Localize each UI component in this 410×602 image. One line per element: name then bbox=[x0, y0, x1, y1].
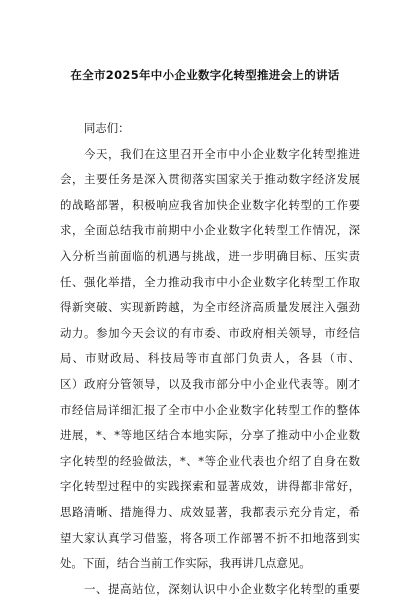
body-line: 入分析当前面临的机遇与挑战，进一步明确目标、压实责 bbox=[60, 248, 360, 263]
body-line: 字化转型的经验做法，*、*等企业代表也介绍了自身在数 bbox=[60, 453, 360, 468]
body-line: 思路清晰、措施得力、成效显著，我都表示充分肯定，希 bbox=[60, 504, 360, 519]
body-line: 望大家认真学习借鉴，将各项工作部署不折不扣地落到实 bbox=[60, 530, 360, 545]
body-line: 进展，*、*等地区结合本地实际，分享了推动中小企业数 bbox=[60, 428, 360, 443]
body-line: 今天，我们在这里召开全市中小企业数字化转型推进 bbox=[84, 146, 360, 161]
section-heading-line: 一、提高站位，深刻认识中小企业数字化转型的重要 bbox=[84, 581, 360, 596]
body-line: 得新突破、实现新跨越，为全市经济高质量发展注入强劲 bbox=[60, 300, 360, 315]
body-line: 局、市财政局、科技局等市直部门负责人，各县（市、 bbox=[60, 351, 360, 366]
body-line: 动力。参加今天会议的有市委、市政府相关领导，市经信 bbox=[60, 325, 360, 340]
body-line: 市经信局详细汇报了全市中小企业数字化转型工作的整体 bbox=[60, 402, 360, 417]
body-line: 的战略部署，积极响应我省加快企业数字化转型的工作要 bbox=[60, 197, 360, 212]
body-line: 任、强化举措，全力推动我市中小企业数字化转型工作取 bbox=[60, 274, 360, 289]
body-line: 处。下面，结合当前工作实际，我再讲几点意见。 bbox=[60, 556, 311, 571]
body-line: 字化转型过程中的实践探索和显著成效，讲得都非常好， bbox=[60, 479, 360, 494]
body-line: 会，主要任务是深入贯彻落实国家关于推动数字经济发展 bbox=[60, 172, 360, 187]
document-title: 在全市2025年中小企业数字化转型推进会上的讲话 bbox=[70, 68, 340, 82]
document-body bbox=[60, 116, 360, 602]
body-line: 区）政府分管领导，以及我市部分中小企业代表等。刚才 bbox=[60, 376, 360, 391]
salutation: 同志们： bbox=[84, 121, 130, 135]
body-line: 求，全面总结我市前期中小企业数字化转型工作情况，深 bbox=[60, 223, 360, 238]
